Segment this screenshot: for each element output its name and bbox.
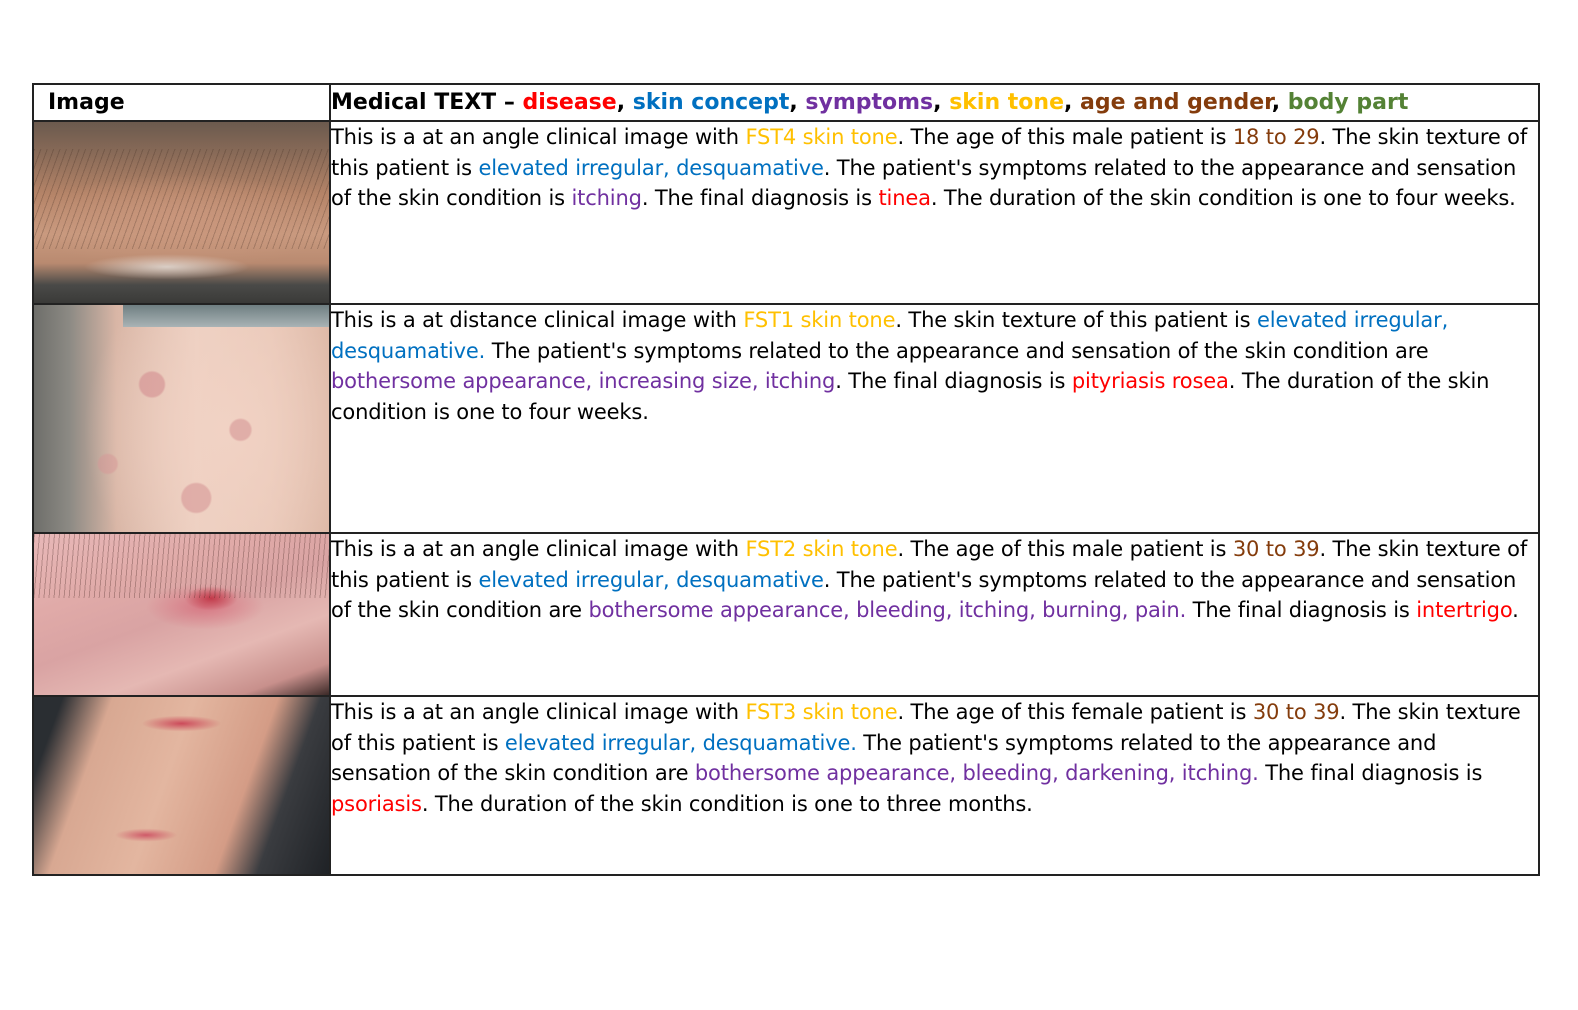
text-segment: . The skin texture of this patient is: [331, 537, 1528, 592]
symptoms-text: bothersome appearance, bleeding, darkening, itching.: [694, 761, 1259, 785]
skin-tone-text: FST3 skin tone: [745, 700, 898, 724]
legend-symptoms: symptoms: [805, 90, 934, 115]
text-segment: .: [1512, 598, 1519, 622]
clinical-image-forearm: [34, 122, 329, 303]
skin-concept-text: elevated irregular, desquamative: [478, 567, 824, 592]
legend-sep: ,: [616, 90, 633, 115]
legend-sep: ,: [789, 90, 806, 115]
age-gender-text: 30 to 39: [1232, 537, 1320, 561]
clinical-image-leg: [34, 697, 329, 874]
text-segment: . The patient's symptoms related to the appearance and sensation of the skin condition is: [331, 155, 1517, 210]
skin-concept-text: elevated irregular, desquamative: [478, 155, 824, 180]
skin-concept-text: elevated irregular, desquamative.: [504, 730, 857, 755]
legend-disease: disease: [522, 90, 617, 115]
text-segment: This is a at distance clinical image with: [331, 308, 744, 332]
skin-tone-text: FST2 skin tone: [745, 537, 898, 561]
image-cell: [33, 696, 330, 875]
text-segment: . The age of this male patient is: [897, 537, 1233, 561]
text-segment: The final diagnosis is: [1186, 598, 1417, 622]
legend-skin-tone: skin tone: [949, 90, 1064, 115]
medical-text-cell: [330, 304, 1539, 533]
text-segment: The final diagnosis is: [1258, 761, 1483, 785]
skin-concept-text: elevated irregular, desquamative.: [331, 308, 1449, 363]
medical-text-cell: [330, 121, 1539, 304]
symptoms-text: bothersome appearance, bleeding, itching, burning, pain.: [588, 598, 1187, 622]
age-gender-text: 30 to 39: [1252, 700, 1340, 724]
clinical-image-elbow: [34, 534, 329, 695]
disease-text: pityriasis rosea: [1071, 369, 1229, 393]
image-cell: [33, 121, 330, 304]
text-segment: . The age of this male patient is: [897, 125, 1233, 149]
legend-sep: ,: [1271, 90, 1288, 115]
text-segment: . The skin texture of this patient is: [331, 700, 1521, 755]
image-cell: [33, 533, 330, 696]
text-segment: . The duration of the skin condition is one to four weeks.: [331, 369, 1490, 424]
table-row: [33, 696, 1539, 875]
image-column-header: Image: [33, 84, 330, 121]
legend-body-part: body part: [1287, 90, 1409, 115]
disease-text: tinea: [878, 186, 931, 210]
text-segment: . The duration of the skin condition is one to three months.: [421, 791, 1033, 816]
legend-sep: ,: [1064, 90, 1081, 115]
text-segment: . The final diagnosis is: [835, 369, 1072, 393]
text-segment: This is a at an angle clinical image with: [331, 537, 746, 561]
legend-sep: ,: [933, 90, 950, 115]
skin-tone-text: FST1 skin tone: [743, 308, 896, 332]
text-segment: . The skin texture of this patient is: [895, 308, 1257, 332]
clinical-image-back: [34, 305, 329, 532]
table-row: [33, 533, 1539, 696]
medical-text-cell: [330, 533, 1539, 696]
legend-skin-concept: skin concept: [632, 90, 790, 115]
legend-age-gender: age and gender: [1080, 90, 1272, 115]
symptoms-text: itching: [571, 186, 642, 210]
medical-text-table: [32, 83, 1540, 876]
text-segment: . The age of this female patient is: [897, 700, 1253, 724]
table-row: [33, 304, 1539, 533]
text-segment: The patient's symptoms related to the appearance and sensation of the skin condition are: [485, 338, 1429, 363]
text-segment: . The skin texture of this patient is: [331, 125, 1528, 180]
medical-text-cell: [330, 696, 1539, 875]
image-cell: [33, 304, 330, 533]
text-segment: This is a at an angle clinical image with: [331, 700, 746, 724]
text-segment: . The final diagnosis is: [641, 186, 879, 210]
symptoms-text: bothersome appearance, increasing size, itching: [331, 369, 836, 393]
disease-text: psoriasis: [331, 791, 422, 816]
text-segment: The patient's symptoms related to the appearance and sensation of the skin condition are: [331, 730, 1437, 785]
header-row: [33, 84, 1539, 121]
text-segment: This is a at an angle clinical image with: [331, 125, 746, 149]
skin-tone-text: FST4 skin tone: [745, 125, 898, 149]
header-prefix: Medical TEXT –: [331, 90, 523, 115]
medical-text-column-header: [330, 84, 1539, 121]
age-gender-text: 18 to 29: [1232, 125, 1320, 149]
text-segment: . The duration of the skin condition is one to four weeks.: [930, 186, 1516, 210]
table-row: [33, 121, 1539, 304]
disease-text: intertrigo: [1416, 598, 1513, 622]
text-segment: . The patient's symptoms related to the appearance and sensation of the skin condition are: [331, 567, 1517, 622]
